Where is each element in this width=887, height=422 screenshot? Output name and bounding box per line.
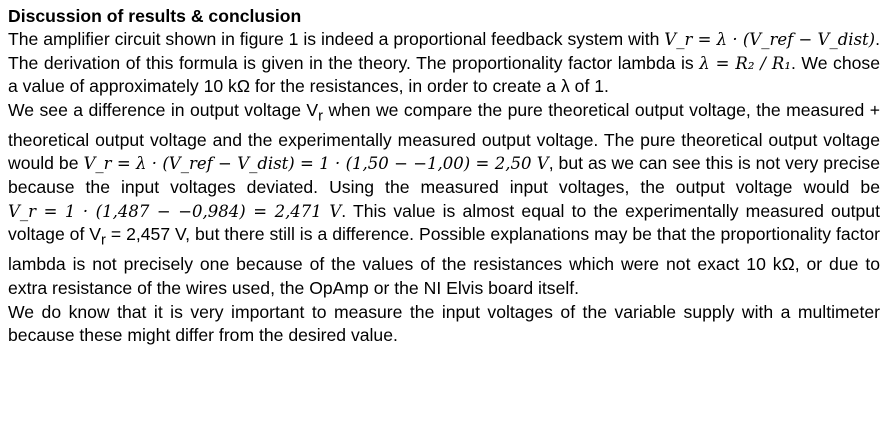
p1-text-3: . We chose a value of approximately 10 kΩ for the resistances, in order to create a λ of 1. [8, 52, 880, 97]
equation-lambda-ratio-text: λ = R₂ / R₁ [699, 53, 791, 73]
equation-lambda-ratio [699, 54, 791, 73]
p2-text-5: = 2,457 V, but there still is a difference. Possible explanations may be that the proportionality factor lambda is not precisely one because of the values of the resistances which were not exact 10 kΩ, or due to extra resistance of the wires used, the OpAmp or the NI Elvis board itself. [8, 224, 880, 298]
equation-vr-formula [664, 30, 875, 49]
equation-theoretical-output [83, 154, 548, 173]
p2-subscript-r: r [318, 108, 324, 125]
equation-measured-output [8, 202, 341, 221]
paragraph-measure-inputs: We do know that it is very important to measure the input voltages of the variable supply with a multimeter because these might differ from the desired value. [8, 301, 880, 346]
equation-vr-formula-text: V_r = λ · (V_ref − V_dist) [664, 30, 876, 49]
equation-measured-output-text: V_r = 1 · (1,487 − −0,984) = 2,471 V [8, 201, 342, 221]
p1-text-1: The amplifier circuit shown in figure 1 is indeed a proportional feedback system with [8, 29, 665, 49]
paragraph-feedback-system [8, 28, 880, 99]
document-body [8, 4, 880, 348]
p2-text-1: We see a difference in output voltage V [8, 99, 319, 120]
p2-text-4: . This value is almost equal to the experimentally measured output voltage of V [8, 200, 880, 245]
section-heading: Discussion of results & conclusion [8, 6, 302, 26]
p2-subscript-r-2: r [101, 232, 106, 249]
equation-theoretical-output-text: V_r = λ · (V_ref − V_dist) = 1 · (1,50 − −1,00) = 2,50 V [83, 154, 549, 174]
paragraph-output-voltage [8, 99, 880, 301]
p2-text-3: , but as we can see this is not very precise because the input voltages deviated. Using the measured input voltages, the output voltage would be [8, 153, 880, 198]
p1-text-2: . The derivation of this formula is given in the theory. The proportionality factor lambda is [8, 29, 880, 73]
p2-text-2: when we compare the pure theoretical output voltage, the measured + theoretical output voltage and the experimentally measured output voltage. The pure theoretical output voltage would be [8, 99, 880, 174]
